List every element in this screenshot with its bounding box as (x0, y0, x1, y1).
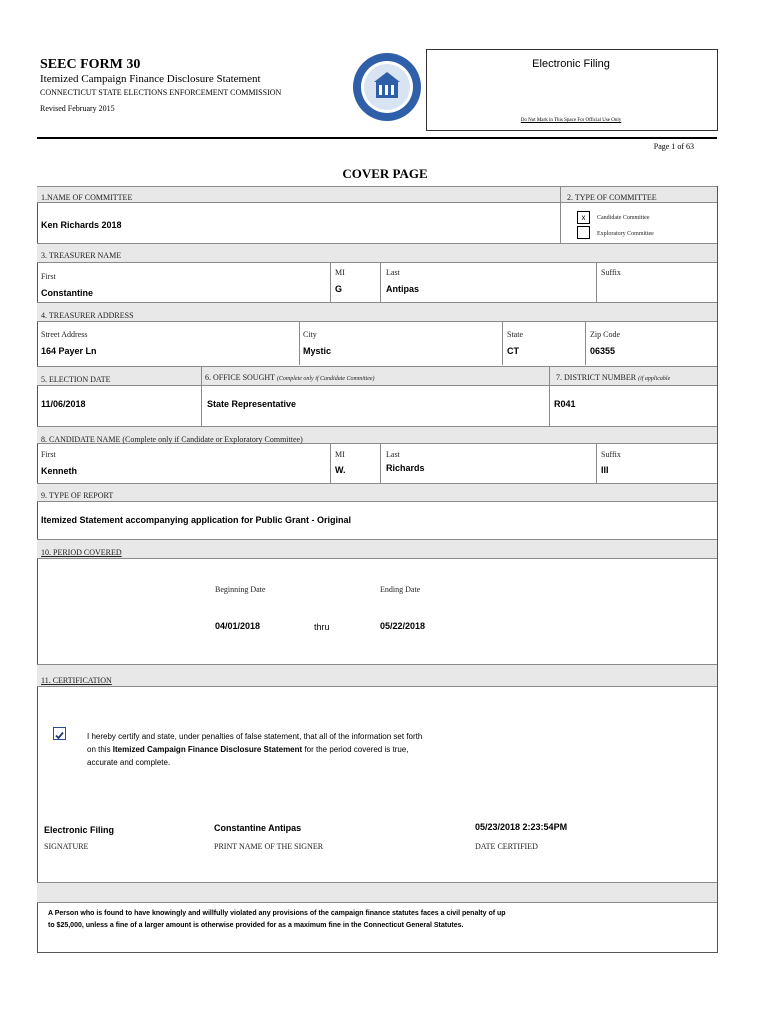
form-subtitle: Itemized Campaign Finance Disclosure Statement (40, 73, 261, 85)
cert-statement-name: Itemized Campaign Finance Disclosure Statement (112, 745, 303, 754)
section-3-header (37, 243, 717, 263)
cert-line-2-post: for the period covered is true, (302, 745, 409, 754)
candidate-mi: W. (335, 465, 346, 475)
candidate-suffix-label: Suffix (601, 450, 621, 459)
first-label: First (41, 272, 56, 281)
treasurer-name-label: 3. TREASURER NAME (41, 251, 122, 260)
street-value: 164 Payer Ln (41, 346, 97, 356)
certification-label: 11. CERTIFICATION (41, 676, 112, 685)
candidate-last-label: Last (386, 450, 400, 459)
treasurer-mi: G (335, 284, 343, 294)
candidate-first-label: First (41, 450, 56, 459)
report-type-label: 9. TYPE OF REPORT (41, 491, 114, 500)
city-value: Mystic (303, 346, 332, 356)
signature-value: Electronic Filing (44, 825, 115, 835)
office-sought-title: 6. OFFICE SOUGHT (205, 373, 275, 382)
divider (201, 366, 202, 426)
divider (330, 443, 331, 483)
footer-bar (37, 882, 717, 903)
cert-line-2 (87, 743, 422, 756)
official-box-title: Electronic Filing (532, 58, 610, 70)
date-certified-label: DATE CERTIFIED (475, 842, 538, 851)
district-value: R041 (554, 399, 576, 409)
divider (596, 262, 597, 302)
form-title: SEEC FORM 30 (40, 57, 141, 72)
treasurer-address-label: 4. TREASURER ADDRESS (41, 311, 134, 320)
committee-type-label: 2. TYPE OF COMMITTEE (567, 193, 657, 202)
signature-label: SIGNATURE (44, 842, 89, 851)
ending-date-label: Ending Date (380, 585, 421, 594)
section-9-header (37, 483, 717, 502)
official-use-note: Do Not Mark in This Space For Official Use Only (520, 118, 622, 123)
street-label: Street Address (41, 330, 88, 339)
mi-label: MI (335, 268, 345, 277)
zip-label: Zip Code (590, 330, 620, 339)
section-11-header (37, 664, 717, 687)
agency-name: CONNECTICUT STATE ELECTIONS ENFORCEMENT COMMISSION (40, 88, 282, 97)
exploratory-committee-checkbox[interactable] (577, 226, 590, 239)
election-date-label: 5. ELECTION DATE (41, 375, 111, 384)
zip-value: 06355 (590, 346, 616, 356)
date-certified-value: 05/23/2018 2:23:54PM (475, 822, 568, 832)
election-date-value: 11/06/2018 (41, 399, 86, 409)
header-divider (37, 137, 717, 139)
city-label: City (303, 330, 317, 339)
committee-name-label: 1.NAME OF COMMITTEE (41, 193, 133, 202)
checkmark-icon (54, 730, 65, 741)
district-label (556, 373, 670, 382)
cert-line-1: I hereby certify and state, under penalties of false statement, that all of the information set forth (87, 732, 423, 741)
cert-line-3: accurate and complete. (87, 758, 171, 767)
divider (596, 443, 597, 483)
report-type-value: Itemized Statement accompanying application for Public Grant - Original (41, 515, 352, 525)
beginning-date-label: Beginning Date (215, 585, 266, 594)
divider (585, 321, 586, 365)
divider (502, 321, 503, 365)
divider (380, 262, 381, 302)
divider (380, 443, 381, 483)
divider (299, 321, 300, 365)
committee-name-value: Ken Richards 2018 (41, 220, 122, 230)
page-number: Page 1 of 63 (653, 142, 694, 151)
penalty-line-1: A Person who is found to have knowingly and willfully violated any provisions of the campaign finance statutes faces a civil penalty of up (48, 910, 506, 917)
district-title: 7. DISTRICT NUMBER (556, 373, 637, 382)
penalty-notice (48, 908, 506, 932)
beginning-date-value: 04/01/2018 (215, 621, 261, 631)
certification-text (87, 730, 422, 769)
divider (549, 366, 550, 426)
penalty-line-2: to $25,000, unless a fine of a larger amount is otherwise provided for as a maximum fine in the Connecticut General Statutes. (48, 922, 464, 929)
office-sought-label (205, 373, 375, 382)
candidate-last: Richards (386, 463, 425, 473)
treasurer-last: Antipas (386, 284, 420, 294)
candidate-committee-checkbox[interactable]: x (577, 211, 590, 224)
cert-line-2-pre: on this (87, 745, 113, 754)
candidate-suffix: III (601, 465, 609, 475)
last-label: Last (386, 268, 400, 277)
divider (560, 186, 561, 243)
suffix-label: Suffix (601, 268, 621, 277)
thru-text: thru (314, 622, 330, 632)
section-10-header (37, 539, 717, 559)
exploratory-committee-label: Exploratory Committee (597, 231, 654, 237)
candidate-mi-label: MI (335, 450, 345, 459)
ending-date-value: 05/22/2018 (380, 621, 426, 631)
certify-checkbox[interactable] (53, 727, 66, 740)
candidate-first: Kenneth (41, 466, 77, 476)
cover-page-title: COVER PAGE (342, 166, 428, 181)
candidate-committee-label: Candidate Committee (597, 215, 650, 221)
state-value: CT (507, 346, 519, 356)
revised-date: Revised February 2015 (40, 104, 115, 113)
state-label: State (507, 330, 523, 339)
state-seal-logo (352, 52, 422, 122)
office-sought-note: (Complete only if Candidate Committee) (276, 376, 375, 382)
divider (330, 262, 331, 302)
section-4-header (37, 302, 717, 322)
candidate-name-label: 8. CANDIDATE NAME (Complete only if Candidate or Exploratory Committee) (41, 435, 303, 444)
district-note: (if applicable (638, 376, 671, 382)
signer-value: Constantine Antipas (214, 823, 302, 833)
treasurer-first: Constantine (41, 288, 94, 298)
period-label: 10. PERIOD COVERED (41, 548, 122, 557)
signer-label: PRINT NAME OF THE SIGNER (214, 842, 324, 851)
office-sought-value: State Representative (207, 399, 297, 409)
